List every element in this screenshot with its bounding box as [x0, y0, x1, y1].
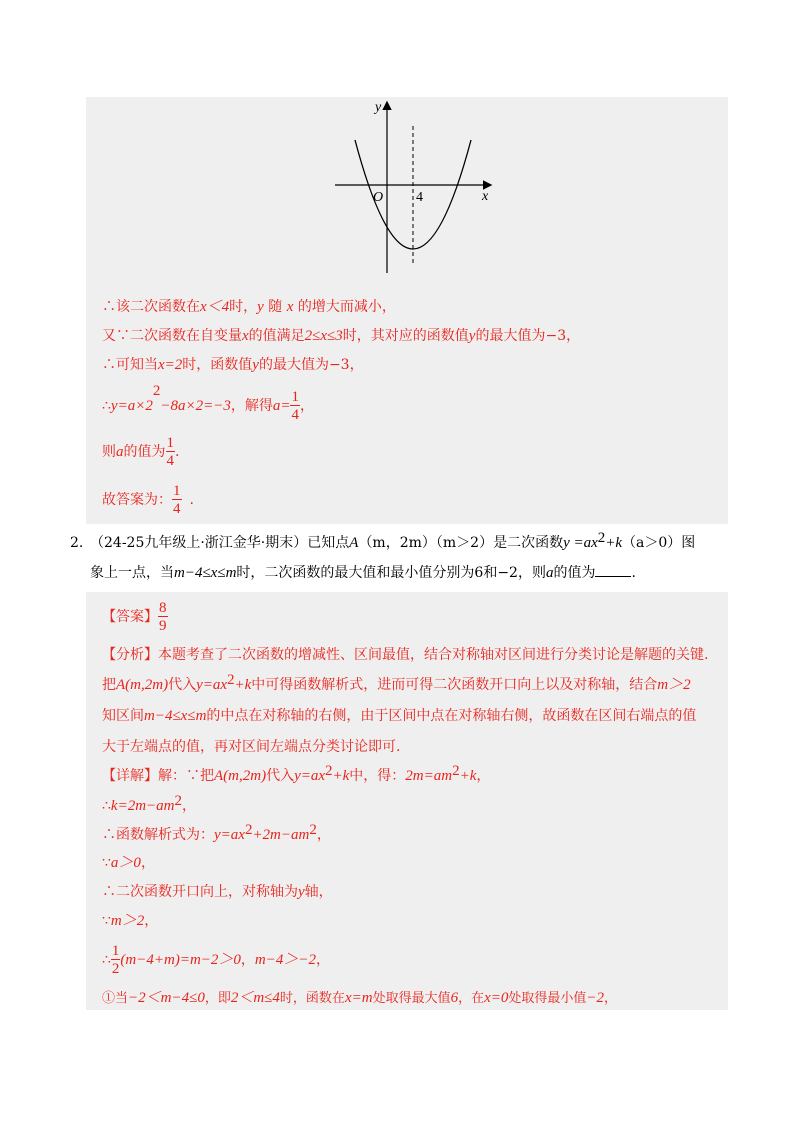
fraction: $\frac{1}{4}$ — [173, 483, 181, 517]
q2-detail-5: ∴二次函数开口向上，对称轴为y轴， — [102, 884, 333, 900]
q2-analysis-4: 大于左端点的值，再对区间左端点分类讨论即可. — [102, 739, 401, 755]
fraction: $\frac{1}{4}$ — [166, 435, 174, 469]
q2-detail-3: ∴函数解析式为：$y=ax^2+2m-am^2$， — [102, 822, 331, 843]
q2-analysis-3: 知区间m−4≤x≤m的中点在对称轴的右侧，由于区间中点在对称轴右侧，故函数在区间右端点的值 — [102, 708, 697, 724]
q1-line-3: ∴可知当x=2时，函数值y的最大值为−3， — [102, 357, 364, 373]
x-axis-label: x — [482, 189, 489, 204]
q1-line-5: 则a的值为 $\frac{1}{4}$ . — [102, 435, 180, 469]
q2-detail-7: ∴ $\frac{1}{2}$ (m−4+m)=m−2＞0，m−4＞−2， — [102, 943, 330, 977]
answer-blank — [595, 564, 631, 577]
q2-analysis-2: 把A(m,2m)代入$y=ax^2+k$中可得函数解析式，进而可得二次函数开口向上以及对称轴，结合m＞2 — [102, 672, 691, 693]
q2-detail-6: ∵m＞2， — [102, 913, 159, 929]
q2-number: 2. — [70, 535, 84, 551]
q2-detail-4: ∵a＞0， — [102, 855, 155, 871]
q1-line-4: $\therefore y=a\times 2^2-8a\times 2=-3$，解得a= $\frac{1}{4}$ ， — [102, 383, 314, 423]
q2-answer: 【答案】 $\frac{8}{9}$ — [102, 600, 167, 634]
origin-label: O — [373, 190, 384, 205]
parabola-graph — [330, 98, 500, 278]
q2-detail-1: 【详解】解：∵把A(m,2m)代入$y=ax^2+k$中，得：$2m=am^2+k$， — [102, 763, 491, 784]
q2-detail-2: $\therefore k=2m-am^2$， — [102, 793, 196, 814]
fraction: $\frac{8}{9}$ — [159, 600, 167, 634]
q1-line-6: 故答案为： $\frac{1}{4}$ . — [102, 483, 194, 517]
tick-label-4: 4 — [416, 190, 423, 205]
fraction: $\frac{1}{2}$ — [111, 943, 120, 977]
q2-detail-8: ①当−2＜m−4≤0，即2＜m≤4时，函数在x=m处取得最大值6，在x=0处取得最小值−2， — [102, 990, 618, 1006]
q2-line-1: （24-25九年级上·浙江金华·期末）已知点A（m，2m）（m＞2）是二次函数$y =ax^2+k(a>0)$图 — [90, 530, 696, 551]
q1-line-1: ∴该二次函数在x＜4时，y 随 x 的增大而减小， — [102, 299, 396, 315]
q2-analysis-1: 【分析】本题考查了二次函数的增减性、区间最值，结合对称轴对区间进行分类讨论是解题的关键. — [102, 647, 709, 663]
fraction: $\frac{1}{4}$ — [291, 389, 299, 423]
q2-line-2: 象上一点，当m−4≤x≤m时，二次函数的最大值和最小值分别为6和−2，则a的值为 . — [90, 565, 636, 581]
y-axis-label: y — [375, 100, 382, 115]
q1-line-2: 又∵二次函数在自变量x的值满足2≤x≤3时，其对应的函数值y的最大值为−3， — [102, 328, 581, 344]
